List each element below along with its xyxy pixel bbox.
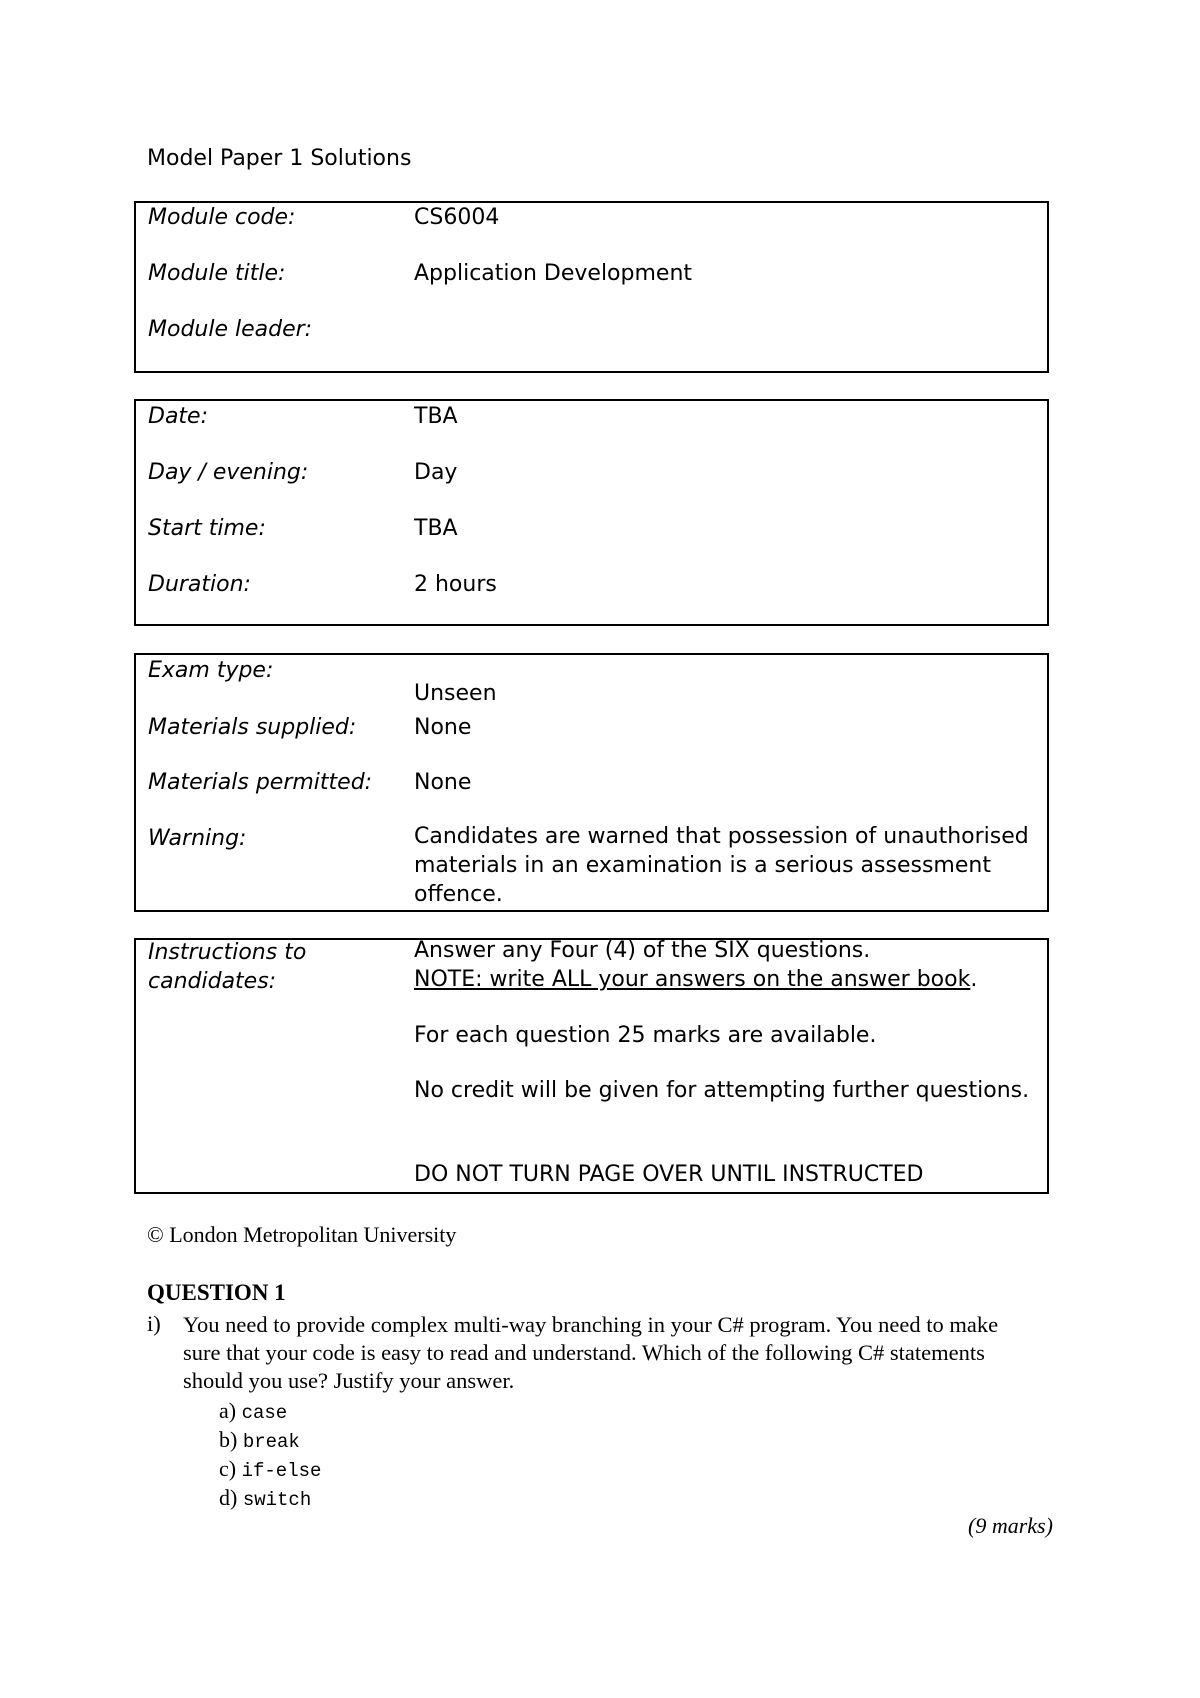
instructions-label: Instructions to candidates: (148, 940, 307, 994)
question-number: i) (147, 1311, 161, 1336)
instructions-marks-line: For each question 25 marks are available. (414, 1023, 877, 1048)
option-letter: d) (219, 1485, 238, 1510)
option-a (219, 1398, 287, 1424)
materials-supplied-label: Materials supplied: (148, 715, 357, 740)
option-letter: c) (219, 1456, 237, 1481)
option-c (219, 1456, 321, 1482)
instructions-final-line: DO NOT TURN PAGE OVER UNTIL INSTRUCTED (414, 1162, 924, 1187)
instructions-note (414, 967, 977, 992)
date-label: Date: (148, 404, 208, 429)
day-evening-value: Day (414, 460, 458, 485)
option-code: break (242, 1431, 300, 1453)
exam-type-box (134, 653, 1049, 912)
date-value: TBA (414, 404, 458, 429)
question-title: QUESTION 1 (147, 1280, 286, 1305)
page-heading: Model Paper 1 Solutions (147, 146, 412, 171)
duration-value: 2 hours (414, 572, 497, 597)
question-text: You need to provide complex multi-way branching in your C# program. You need to make sure that your code is easy to read and understand. Which of the following C# statements should you use? Justify your answer. (183, 1312, 999, 1393)
option-letter: a) (219, 1398, 237, 1423)
materials-supplied-value: None (414, 715, 472, 740)
instructions-box (134, 938, 1049, 1194)
start-time-label: Start time: (148, 516, 266, 541)
exam-type-value: Unseen (414, 681, 497, 706)
materials-permitted-value: None (414, 770, 472, 795)
instructions-note-underlined: NOTE: write ALL your answers on the answer book (414, 967, 971, 992)
instructions-line-1: Answer any Four (4) of the SIX questions. (414, 938, 871, 963)
option-letter: b) (219, 1427, 238, 1452)
duration-label: Duration: (148, 572, 251, 597)
module-title-label: Module title: (148, 261, 286, 286)
start-time-value: TBA (414, 516, 458, 541)
module-leader-label: Module leader: (148, 317, 313, 342)
option-b (219, 1427, 300, 1453)
instructions-credit-line: No credit will be given for attempting further questions. (414, 1078, 1030, 1103)
option-d (219, 1485, 311, 1511)
warning-value: Candidates are warned that possession of unauthorised materials in an examination is a serious assessment offence. (414, 824, 1029, 907)
module-title-value: Application Development (414, 261, 693, 286)
exam-type-label: Exam type: (148, 658, 274, 683)
copyright-notice: © London Metropolitan University (147, 1222, 457, 1247)
exam-date-box (134, 399, 1049, 626)
module-code-value: CS6004 (414, 205, 500, 230)
instructions-note-end: . (970, 967, 978, 992)
question-marks: (9 marks) (968, 1513, 1053, 1538)
warning-label: Warning: (148, 826, 247, 851)
module-info-box (134, 201, 1049, 373)
module-code-label: Module code: (148, 205, 296, 230)
option-code: switch (242, 1489, 312, 1511)
option-code: if-else (241, 1460, 322, 1482)
materials-permitted-label: Materials permitted: (148, 770, 373, 795)
option-code: case (241, 1402, 288, 1424)
day-evening-label: Day / evening: (148, 460, 309, 485)
